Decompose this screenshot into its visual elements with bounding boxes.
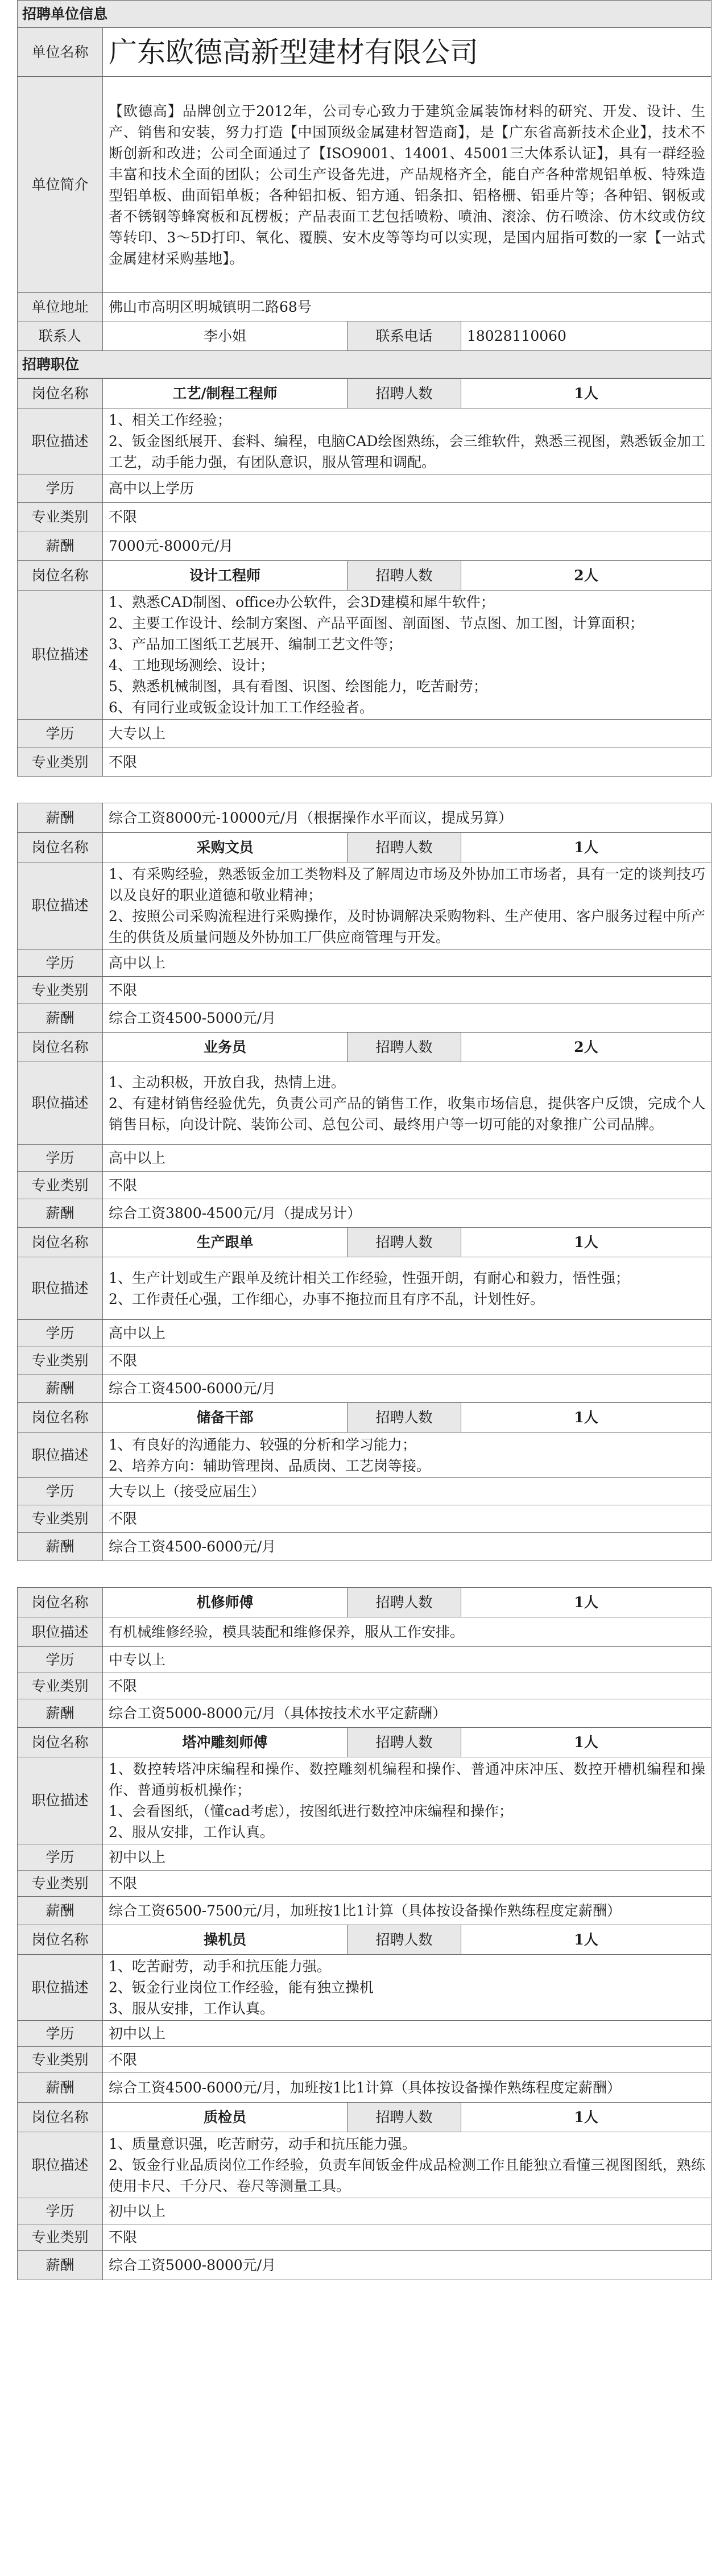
- headcount-label: 招聘人数: [348, 1728, 461, 1757]
- job-title: 塔冲雕刻师傅: [103, 1728, 348, 1757]
- job-education: 初中以上: [103, 1844, 712, 1871]
- job-headcount: 2人: [461, 1033, 712, 1062]
- description-label: 职位描述: [18, 1955, 103, 2021]
- job-education: 高中以上: [103, 1320, 712, 1347]
- job-description: 1、熟悉CAD制图、office办公软件，会3D建模和犀牛软件； 2、主要工作设计、绘制方案图、产品平面图、剖面图、节点图、加工图，计算面积； 3、产品加工图纸工艺展开、编制工艺文件等； 4、工地现场测绘、设计； 5、熟悉机械制图，具有看图、识图、绘图能力，吃苦耐劳； 6、有同行业或钣金设计加工工作经验者。: [103, 591, 712, 720]
- job-salary: 7000元-8000元/月: [103, 531, 712, 561]
- headcount-label: 招聘人数: [348, 379, 461, 408]
- headcount-label: 招聘人数: [348, 1588, 461, 1617]
- education-label: 学历: [18, 1145, 103, 1172]
- positions-section-title: 招聘职位: [18, 351, 712, 378]
- major-label: 专业类别: [18, 1673, 103, 1699]
- job-title: 工艺/制程工程师: [103, 379, 348, 408]
- headcount-label: 招聘人数: [348, 1033, 461, 1062]
- description-label: 职位描述: [18, 862, 103, 950]
- description-label: 职位描述: [18, 1617, 103, 1647]
- headcount-label: 招聘人数: [348, 561, 461, 591]
- job-headcount: 1人: [461, 1403, 712, 1433]
- description-label: 职位描述: [18, 1062, 103, 1145]
- company-section-title: 招聘单位信息: [18, 1, 712, 28]
- salary-label: 薪酬: [18, 531, 103, 561]
- job-major: 不限: [103, 1871, 712, 1897]
- company-name: 广东欧德高新型建材有限公司: [103, 28, 712, 77]
- job-education: 高中以上学历: [103, 474, 712, 503]
- job-education: 高中以上: [103, 950, 712, 977]
- job-major: 不限: [103, 2224, 712, 2251]
- position-label: 岗位名称: [18, 1033, 103, 1062]
- job-education: 中专以上: [103, 1647, 712, 1673]
- job-major: 不限: [103, 2047, 712, 2073]
- job-title: 储备干部: [103, 1403, 348, 1433]
- major-label: 专业类别: [18, 748, 103, 777]
- company-intro-label: 单位简介: [18, 77, 103, 293]
- company-intro: 【欧德高】品牌创立于2012年，公司专心致力于建筑金属装饰材料的研究、开发、设计、生产、销售和安装，努力打造【中国顶级金属建材智造商】，是【广东省高新技术企业】，技术不断创新和改进；公司全面通过了【ISO9001、14001、45001三大体系认证】，具有一群经验丰富和技术全面的团队；公司生产设备先进，产品规格齐全，能自产各种常规铝单板、特殊造型铝单板、曲面铝单板；各种铝扣板、铝方通、铝条扣、铝格栅、铝垂片等；各种铝、钢板或者不锈钢等蜂窝板和瓦楞板；产品表面工艺包括喷粉、喷油、滚涂、仿石喷涂、仿木纹或仿纹等转印、3～5D打印、氧化、覆膜、安木皮等等均可以实现，是国内屈指可数的一家【一站式金属建材采购基地】。: [103, 77, 712, 293]
- job-salary: 综合工资8000元-10000元/月（根据操作水平而议，提成另算）: [103, 803, 712, 833]
- education-label: 学历: [18, 2198, 103, 2224]
- description-label: 职位描述: [18, 1257, 103, 1320]
- job-major: 不限: [103, 748, 712, 777]
- headcount-label: 招聘人数: [348, 833, 461, 862]
- phone-label: 联系电话: [348, 321, 461, 351]
- job-description: 1、数控转塔冲床编程和操作、数控雕刻机编程和操作、普通冲床冲压、数控开槽机编程和操作、普通剪板机操作； 1、会看图纸，（懂cad考虑），按图纸进行数控冲床编程和操作； 2、服从安排，工作认真。: [103, 1757, 712, 1844]
- job-salary: 综合工资4500-5000元/月: [103, 1004, 712, 1033]
- job-salary: 综合工资4500-6000元/月，加班按1比1计算（具体按设备操作熟练程度定薪酬）: [103, 2073, 712, 2103]
- position-label: 岗位名称: [18, 561, 103, 591]
- job-description: 有机械维修经验，模具装配和维修保养，服从工作安排。: [103, 1617, 712, 1647]
- job-education: 大专以上（接受应届生）: [103, 1478, 712, 1505]
- job-headcount: 1人: [461, 1925, 712, 1955]
- job-education: 初中以上: [103, 2021, 712, 2047]
- salary-label: 薪酬: [18, 2251, 103, 2280]
- job-list: [17, 378, 711, 2280]
- description-label: 职位描述: [18, 1433, 103, 1478]
- job-table: [17, 378, 712, 777]
- education-label: 学历: [18, 1647, 103, 1673]
- salary-label: 薪酬: [18, 1533, 103, 1561]
- major-label: 专业类别: [18, 1505, 103, 1533]
- description-label: 职位描述: [18, 2132, 103, 2198]
- position-label: 岗位名称: [18, 1403, 103, 1433]
- job-major: 不限: [103, 1505, 712, 1533]
- position-label: 岗位名称: [18, 1728, 103, 1757]
- major-label: 专业类别: [18, 2224, 103, 2251]
- job-description: 1、有良好的沟通能力、较强的分析和学习能力； 2、培养方向：辅助管理岗、品质岗、工艺岗等接。: [103, 1433, 712, 1478]
- job-table: [17, 1587, 712, 2280]
- job-major: 不限: [103, 1347, 712, 1374]
- salary-label: 薪酬: [18, 1374, 103, 1403]
- major-label: 专业类别: [18, 1871, 103, 1897]
- job-description: 1、生产计划或生产跟单及统计相关工作经验，性强开朗，有耐心和毅力，悟性强； 2、工作责任心强，工作细心，办事不拖拉而且有序不乱，计划性好。: [103, 1257, 712, 1320]
- job-headcount: 1人: [461, 1728, 712, 1757]
- education-label: 学历: [18, 1844, 103, 1871]
- job-description: 1、吃苦耐劳，动手和抗压能力强。 2、钣金行业岗位工作经验，能有独立操机 3、服从安排，工作认真。: [103, 1955, 712, 2021]
- position-label: 岗位名称: [18, 2103, 103, 2132]
- major-label: 专业类别: [18, 503, 103, 531]
- job-major: 不限: [103, 503, 712, 531]
- salary-label: 薪酬: [18, 1699, 103, 1728]
- headcount-label: 招聘人数: [348, 1403, 461, 1433]
- education-label: 学历: [18, 1320, 103, 1347]
- company-info-table: [17, 0, 712, 378]
- headcount-label: 招聘人数: [348, 1228, 461, 1257]
- education-label: 学历: [18, 2021, 103, 2047]
- job-title: 设计工程师: [103, 561, 348, 591]
- contact-person: 李小姐: [103, 321, 348, 351]
- job-description: 1、主动积极，开放自我，热情上进。 2、有建材销售经验优先，负责公司产品的销售工作，收集市场信息，提供客户反馈，完成个人销售目标，向设计院、装饰公司、总包公司、最终用户等一切可能的对象推广公司品牌。: [103, 1062, 712, 1145]
- job-headcount: 1人: [461, 2103, 712, 2132]
- position-label: 岗位名称: [18, 833, 103, 862]
- position-label: 岗位名称: [18, 1925, 103, 1955]
- job-education: 大专以上: [103, 720, 712, 748]
- job-title: 业务员: [103, 1033, 348, 1062]
- job-title: 机修师傅: [103, 1588, 348, 1617]
- company-address-label: 单位地址: [18, 293, 103, 321]
- job-description: 1、相关工作经验； 2、钣金图纸展开、套料、编程，电脑CAD绘图熟练，会三维软件，熟悉三视图，熟悉钣金加工工艺，动手能力强，有团队意识，服从管理和调配。: [103, 408, 712, 474]
- major-label: 专业类别: [18, 1172, 103, 1199]
- job-title: 生产跟单: [103, 1228, 348, 1257]
- job-headcount: 1人: [461, 1588, 712, 1617]
- job-headcount: 2人: [461, 561, 712, 591]
- job-education: 高中以上: [103, 1145, 712, 1172]
- job-title: 操机员: [103, 1925, 348, 1955]
- job-headcount: 1人: [461, 833, 712, 862]
- education-label: 学历: [18, 950, 103, 977]
- contact-label: 联系人: [18, 321, 103, 351]
- job-salary: 综合工资5000-8000元/月（具体按技术水平定薪酬）: [103, 1699, 712, 1728]
- description-label: 职位描述: [18, 1757, 103, 1844]
- contact-phone: 18028110060: [461, 321, 712, 351]
- job-salary: 综合工资4500-6000元/月: [103, 1374, 712, 1403]
- section-gap: [17, 1561, 711, 1587]
- job-table: [17, 803, 712, 1561]
- salary-label: 薪酬: [18, 2073, 103, 2103]
- company-name-label: 单位名称: [18, 28, 103, 77]
- position-label: 岗位名称: [18, 379, 103, 408]
- job-title: 采购文员: [103, 833, 348, 862]
- salary-label: 薪酬: [18, 1199, 103, 1228]
- job-headcount: 1人: [461, 379, 712, 408]
- job-major: 不限: [103, 977, 712, 1004]
- headcount-label: 招聘人数: [348, 1925, 461, 1955]
- major-label: 专业类别: [18, 1347, 103, 1374]
- company-address: 佛山市高明区明城镇明二路68号: [103, 293, 712, 321]
- major-label: 专业类别: [18, 977, 103, 1004]
- education-label: 学历: [18, 720, 103, 748]
- job-title: 质检员: [103, 2103, 348, 2132]
- headcount-label: 招聘人数: [348, 2103, 461, 2132]
- job-headcount: 1人: [461, 1228, 712, 1257]
- job-salary: 综合工资4500-6000元/月: [103, 1533, 712, 1561]
- job-education: 初中以上: [103, 2198, 712, 2224]
- job-salary: 综合工资3800-4500元/月（提成另计）: [103, 1199, 712, 1228]
- salary-label: 薪酬: [18, 1897, 103, 1925]
- job-salary: 综合工资5000-8000元/月: [103, 2251, 712, 2280]
- description-label: 职位描述: [18, 408, 103, 474]
- job-description: 1、有采购经验，熟悉钣金加工类物料及了解周边市场及外协加工市场者，具有一定的谈判技巧以及良好的职业道德和敬业精神； 2、按照公司采购流程进行采购操作，及时协调解决采购物料、生产使用、客户服务过程中所产生的供货及质量问题及外协加工厂供应商管理与开发。: [103, 862, 712, 950]
- description-label: 职位描述: [18, 591, 103, 720]
- education-label: 学历: [18, 1478, 103, 1505]
- section-gap: [17, 777, 711, 803]
- job-salary: 综合工资6500-7500元/月，加班按1比1计算（具体按设备操作熟练程度定薪酬）: [103, 1897, 712, 1925]
- job-major: 不限: [103, 1172, 712, 1199]
- position-label: 岗位名称: [18, 1228, 103, 1257]
- salary-label: 薪酬: [18, 803, 103, 833]
- job-major: 不限: [103, 1673, 712, 1699]
- education-label: 学历: [18, 474, 103, 503]
- job-description: 1、质量意识强，吃苦耐劳，动手和抗压能力强。 2、钣金行业品质岗位工作经验，负责车间钣金件成品检测工作且能独立看懂三视图图纸，熟练使用卡尺、千分尺、卷尺等测量工具。: [103, 2132, 712, 2198]
- major-label: 专业类别: [18, 2047, 103, 2073]
- recruitment-sheet: [17, 0, 711, 2280]
- position-label: 岗位名称: [18, 1588, 103, 1617]
- salary-label: 薪酬: [18, 1004, 103, 1033]
